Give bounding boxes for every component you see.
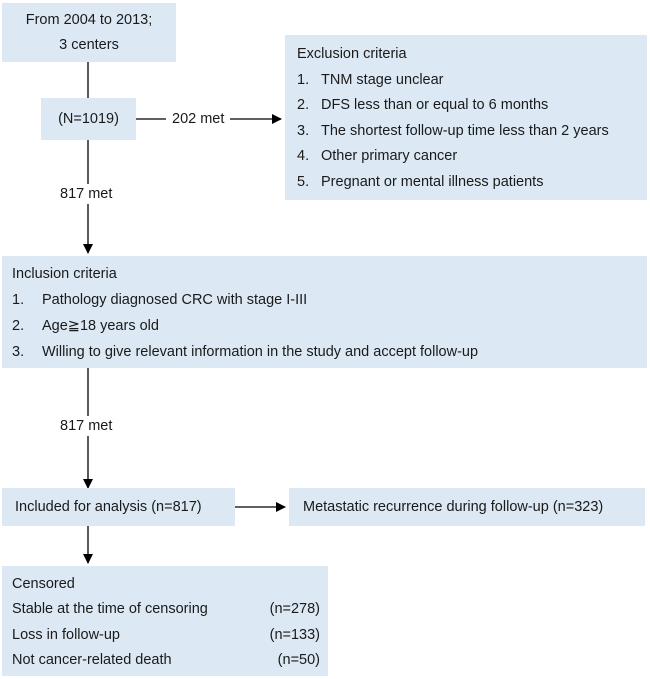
recurrence-box <box>289 488 645 526</box>
exclusion-item <box>297 174 543 190</box>
exclusion-item <box>297 148 457 164</box>
exclusion-item <box>297 72 444 88</box>
inclusion-box <box>2 256 647 368</box>
start-line-1: From 2004 to 2013; <box>25 12 153 28</box>
inclusion-item-number: 2. <box>12 318 25 334</box>
excluded-count-label: 202 met <box>166 111 230 127</box>
censored-row-label: Stable at the time of censoring <box>12 601 208 617</box>
exclusion-item <box>297 97 548 113</box>
exclusion-item-number: 3. <box>297 123 310 139</box>
exclusion-item-number: 5. <box>297 174 310 190</box>
total-label: (N=1019) <box>58 111 119 127</box>
censored-row-label: Loss in follow-up <box>12 627 120 643</box>
exclusion-item-number: 4. <box>297 148 310 164</box>
inclusion-item-number: 1. <box>12 292 25 308</box>
inclusion-item <box>12 292 307 308</box>
exclusion-item <box>297 123 609 139</box>
censored-title: Censored <box>12 576 75 592</box>
censored-box <box>2 566 328 676</box>
exclusion-item-number: 2. <box>297 97 310 113</box>
inclusion-item <box>12 344 478 360</box>
inclusion-title: Inclusion criteria <box>12 266 117 282</box>
recurrence-label: Metastatic recurrence during follow-up (n=323) <box>303 499 604 515</box>
exclusion-item-text: The shortest follow-up time less than 2 years <box>321 123 609 139</box>
censored-row-count: (n=278) <box>269 601 320 617</box>
exclusion-box <box>285 35 647 200</box>
censored-row-label: Not cancer-related death <box>12 652 172 668</box>
inclusion-item-text: Pathology diagnosed CRC with stage I-III <box>42 292 308 308</box>
censored-row-count: (n=133) <box>269 627 320 643</box>
start-box <box>2 3 176 62</box>
met-label-2: 817 met <box>56 416 116 436</box>
exclusion-item-text: Other primary cancer <box>321 148 458 164</box>
inclusion-item-text: Willing to give relevant information in the study and accept follow-up <box>42 344 479 360</box>
analysis-box <box>2 488 235 526</box>
exclusion-item-number: 1. <box>297 72 310 88</box>
met-label-1: 817 met <box>56 184 116 204</box>
exclusion-item-text: Pregnant or mental illness patients <box>321 174 544 190</box>
exclusion-item-text: TNM stage unclear <box>321 72 444 88</box>
start-line-2: 3 centers <box>59 37 119 53</box>
exclusion-item-text: DFS less than or equal to 6 months <box>321 97 549 113</box>
censored-row-count: (n=50) <box>277 652 320 668</box>
total-box <box>41 98 136 140</box>
inclusion-item-text: Age≧18 years old <box>42 318 159 334</box>
inclusion-item <box>12 318 159 334</box>
exclusion-title: Exclusion criteria <box>297 46 407 62</box>
inclusion-item-number: 3. <box>12 344 25 360</box>
analysis-label: Included for analysis (n=817) <box>15 499 202 515</box>
